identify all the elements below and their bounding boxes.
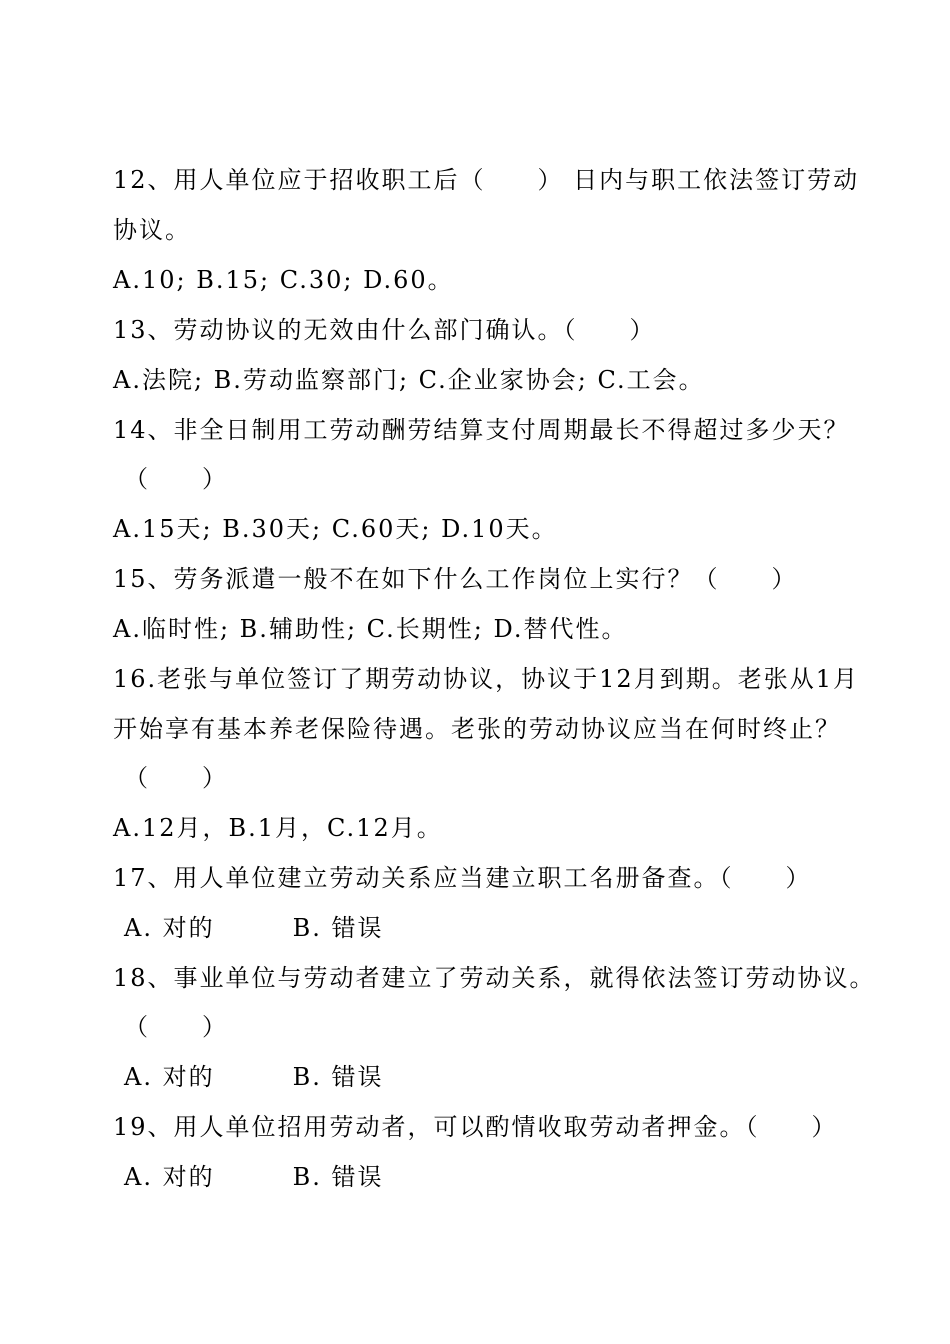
question-17-text: 17、用人单位建立劳动关系应当建立职工名册备查。（ ）: [113, 864, 812, 892]
question-18-blank: （ ）: [124, 1013, 228, 1041]
question-18-options: A. 对的 B. 错误: [124, 1063, 384, 1091]
question-16-text-cont: 开始享有基本养老保险待遇。老张的劳动协议应当在何时终止？: [113, 715, 841, 743]
question-16-blank: （ ）: [124, 764, 228, 792]
question-18-text: 18、事业单位与劳动者建立了劳动关系，就得依法签订劳动协议。: [113, 964, 876, 992]
question-14-blank: （ ）: [124, 465, 228, 493]
question-19-options: A. 对的 B. 错误: [124, 1163, 384, 1191]
question-17-options: A. 对的 B. 错误: [124, 914, 384, 942]
question-12-text-cont: 协议。: [113, 216, 191, 244]
question-16-text: 16.老张与单位签订了期劳动协议，协议于12月到期。老张从1月: [113, 665, 859, 693]
question-13-text: 13、劳动协议的无效由什么部门确认。（ ）: [113, 316, 656, 344]
question-12-options: A.10; B.15; C.30; D.60。: [113, 266, 454, 294]
question-16-options: A.12月，B.1月，C.12月。: [113, 814, 443, 842]
question-19-text: 19、用人单位招用劳动者，可以酌情收取劳动者押金。（ ）: [113, 1113, 838, 1141]
question-14-text: 14、非全日制用工劳动酬劳结算支付周期最长不得超过多少天？: [113, 416, 850, 444]
question-14-options: A.15天; B.30天; C.60天; D.10天。: [113, 515, 558, 543]
question-12-text: 12、用人单位应于招收职工后（ ） 日内与职工依法签订劳动: [113, 166, 860, 194]
question-15-options: A.临时性; B.辅助性; C.长期性; D.替代性。: [113, 615, 628, 643]
question-13-options: A.法院; B.劳动监察部门; C.企业家协会; C.工会。: [113, 366, 705, 394]
question-15-text: 15、劳务派遣一般不在如下什么工作岗位上实行？（ ）: [113, 565, 798, 593]
